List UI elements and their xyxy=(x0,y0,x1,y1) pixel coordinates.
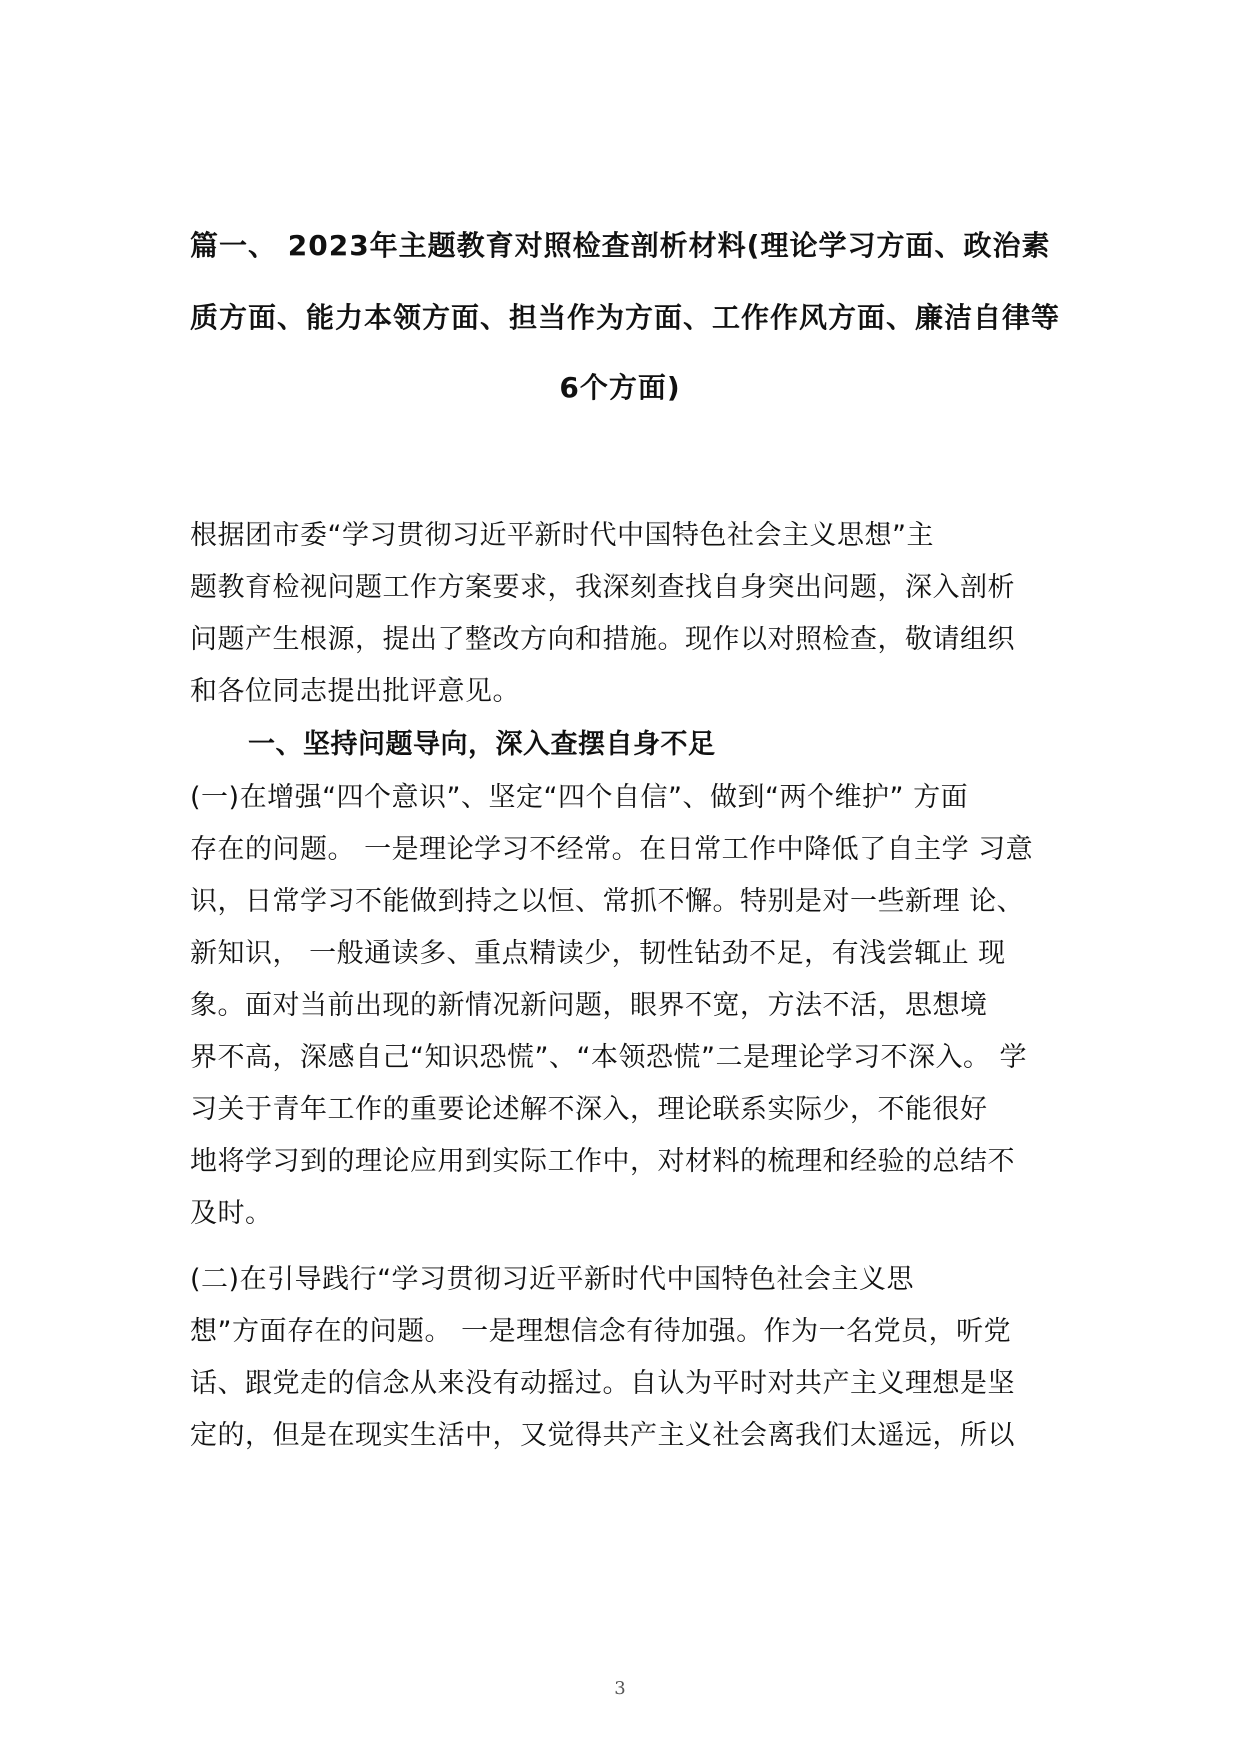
sub2-line: 定的，但是在现实生活中，又觉得共产主义社会离我们太遥远，所以 xyxy=(190,1420,1015,1451)
sub1-line: 习关于青年工作的重要论述解不深入，理论联系实际少，不能很好 xyxy=(190,1094,988,1125)
sub1-line: 地将学习到的理论应用到实际工作中，对材料的梳理和经验的总结不 xyxy=(190,1146,1015,1177)
section-heading: 一、坚持问题导向，深入查摆自身不足 xyxy=(248,729,716,760)
title-line-2: 质方面、能力本领方面、担当作为方面、工作作风方面、廉洁自律等 xyxy=(190,301,1061,334)
intro-line: 题教育检视问题工作方案要求，我深刻查找自身突出问题，深入剖析 xyxy=(190,572,1015,603)
title-line-3: 6个方面) xyxy=(559,371,681,404)
title-line-1: 篇一、 2023年主题教育对照检查剖析材料(理论学习方面、政治素 xyxy=(190,229,1051,262)
intro-line: 根据团市委“学习贯彻习近平新时代中国特色社会主义思想”主 xyxy=(190,520,934,551)
page-number: 3 xyxy=(614,1678,626,1699)
sub1-line: (一)在增强“四个意识”、坚定“四个自信”、做到“两个维护” 方面 xyxy=(190,782,969,813)
sub1-line: 识，日常学习不能做到持之以恒、常抓不懈。特别是对一些新理 论、 xyxy=(190,886,1025,917)
sub2-line: 话、跟党走的信念从来没有动摇过。自认为平时对共产主义理想是坚 xyxy=(190,1368,1015,1399)
sub1-line: 象。面对当前出现的新情况新问题，眼界不宽，方法不活，思想境 xyxy=(190,990,988,1021)
sub1-line: 存在的问题。 一是理论学习不经常。在日常工作中降低了自主学 习意 xyxy=(190,834,1034,865)
sub2-line: (二)在引导践行“学习贯彻习近平新时代中国特色社会主义思 xyxy=(190,1264,915,1295)
sub2-line: 想”方面存在的问题。 一是理想信念有待加强。作为一名党员，听党 xyxy=(190,1316,1012,1347)
intro-line: 问题产生根源，提出了整改方向和措施。现作以对照检查，敬请组织 xyxy=(190,624,1015,655)
sub1-line: 新知识， 一般通读多、重点精读少，韧性钻劲不足，有浅尝辄止 现 xyxy=(190,938,1006,969)
sub1-line: 界不高，深感自己“知识恐慌”、“本领恐慌”二是理论学习不深入。 学 xyxy=(190,1042,1028,1073)
intro-line: 和各位同志提出批评意见。 xyxy=(190,676,520,707)
sub1-line: 及时。 xyxy=(190,1198,273,1229)
